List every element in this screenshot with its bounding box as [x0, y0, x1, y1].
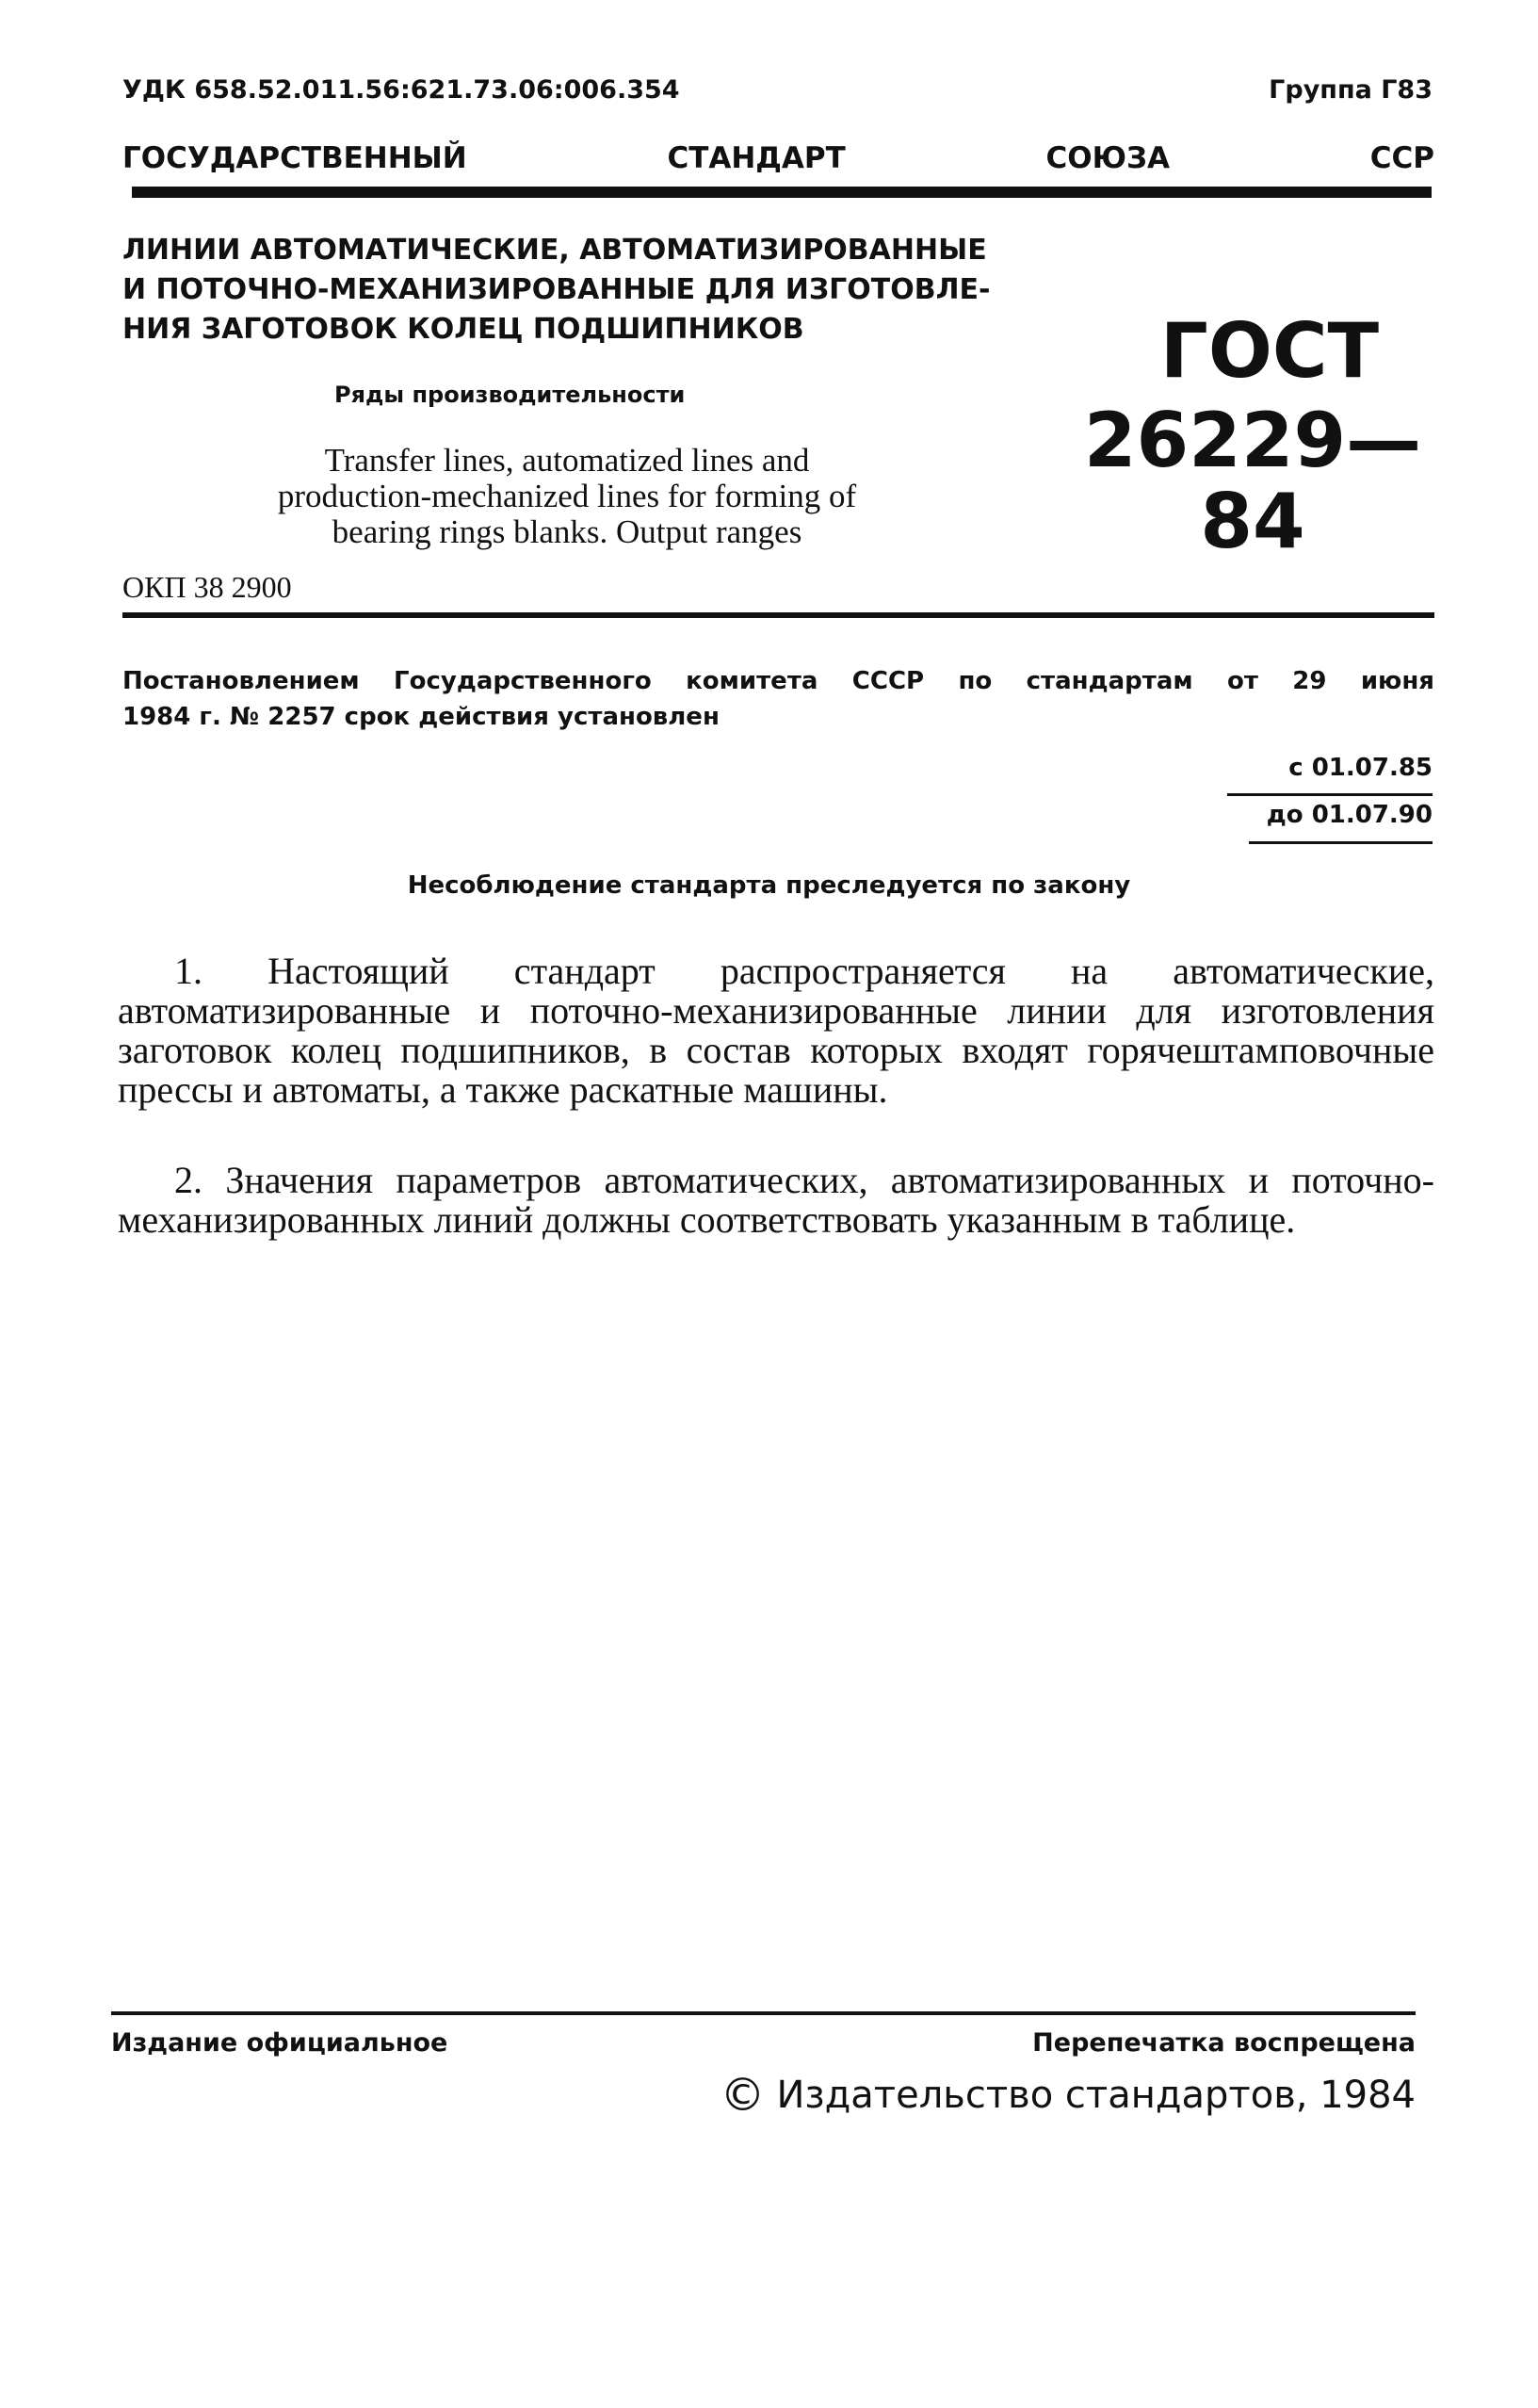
title-line-2: И ПОТОЧНО-МЕХАНИЗИРОВАННЫЕ ДЛЯ ИЗГОТОВЛЕ- — [122, 273, 991, 306]
banner-word-1: ГОСУДАРСТВЕННЫЙ — [122, 141, 467, 175]
paragraph-2-text: 2. Значения параметров автоматических, автоматизированных и поточно-механизированных линий должны соответствовать указанным в таблице. — [118, 1159, 1434, 1241]
group-code: Группа Г83 — [1269, 75, 1433, 105]
validity-from: с 01.07.85 — [1288, 754, 1433, 782]
english-title-line-1: Transfer lines, automatized lines and — [324, 442, 810, 479]
footer-rule — [111, 2011, 1416, 2015]
date-underline-2 — [1249, 841, 1433, 844]
publisher-name: Издательство стандартов, 1984 — [776, 2074, 1416, 2117]
middle-rule — [122, 612, 1434, 618]
gost-number: 26229—84 — [1083, 397, 1422, 565]
banner-word-3: СОЮЗА — [1045, 141, 1171, 175]
paragraph-1 — [118, 952, 1434, 1110]
english-title-line-2: production-mechanized lines for forming of — [277, 478, 857, 514]
standard-title — [122, 231, 1064, 350]
okp-code: ОКП 38 2900 — [122, 570, 292, 604]
gost-label: ГОСТ — [1159, 307, 1380, 395]
publisher-line — [720, 2069, 1416, 2122]
title-subtitle: Ряды производительности — [334, 382, 686, 408]
banner-word-2: СТАНДАРТ — [667, 141, 846, 175]
reprint-note: Перепечатка воспрещена — [1032, 2028, 1416, 2058]
title-line-3: НИЯ ЗАГОТОВОК КОЛЕЦ ПОДШИПНИКОВ — [122, 313, 804, 346]
title-line-1: ЛИНИИ АВТОМАТИЧЕСКИЕ, АВТОМАТИЗИРОВАННЫЕ — [122, 234, 987, 267]
paragraph-1-text: 1. Настоящий стандарт распространяется на автоматические, автоматизированные и поточно-механизированные линии для изготовления заготовок колец подшипников, в состав которых входят горячештамповочные прессы и автоматы, а также раскатные машины. — [118, 950, 1434, 1111]
copyright-icon: © — [720, 2069, 766, 2122]
state-standard-banner — [122, 141, 1434, 175]
decree-line-1: Постановлением Государственного комитета СССР по стандартам от 29 июня — [122, 667, 1434, 695]
penalty-notice: Несоблюдение стандарта преследуется по закону — [407, 871, 1131, 900]
english-title — [209, 443, 925, 550]
paragraph-2 — [118, 1161, 1434, 1240]
top-thick-rule — [132, 187, 1432, 198]
english-title-line-3: bearing rings blanks. Output ranges — [332, 513, 802, 550]
edition-note: Издание официальное — [111, 2028, 448, 2058]
decree-line-2: 1984 г. № 2257 срок действия установлен — [122, 703, 720, 731]
udk-code: УДК 658.52.011.56:621.73.06:006.354 — [122, 75, 680, 105]
banner-word-4: ССР — [1369, 141, 1434, 175]
date-underline — [1227, 793, 1433, 796]
validity-to: до 01.07.90 — [1266, 801, 1433, 829]
